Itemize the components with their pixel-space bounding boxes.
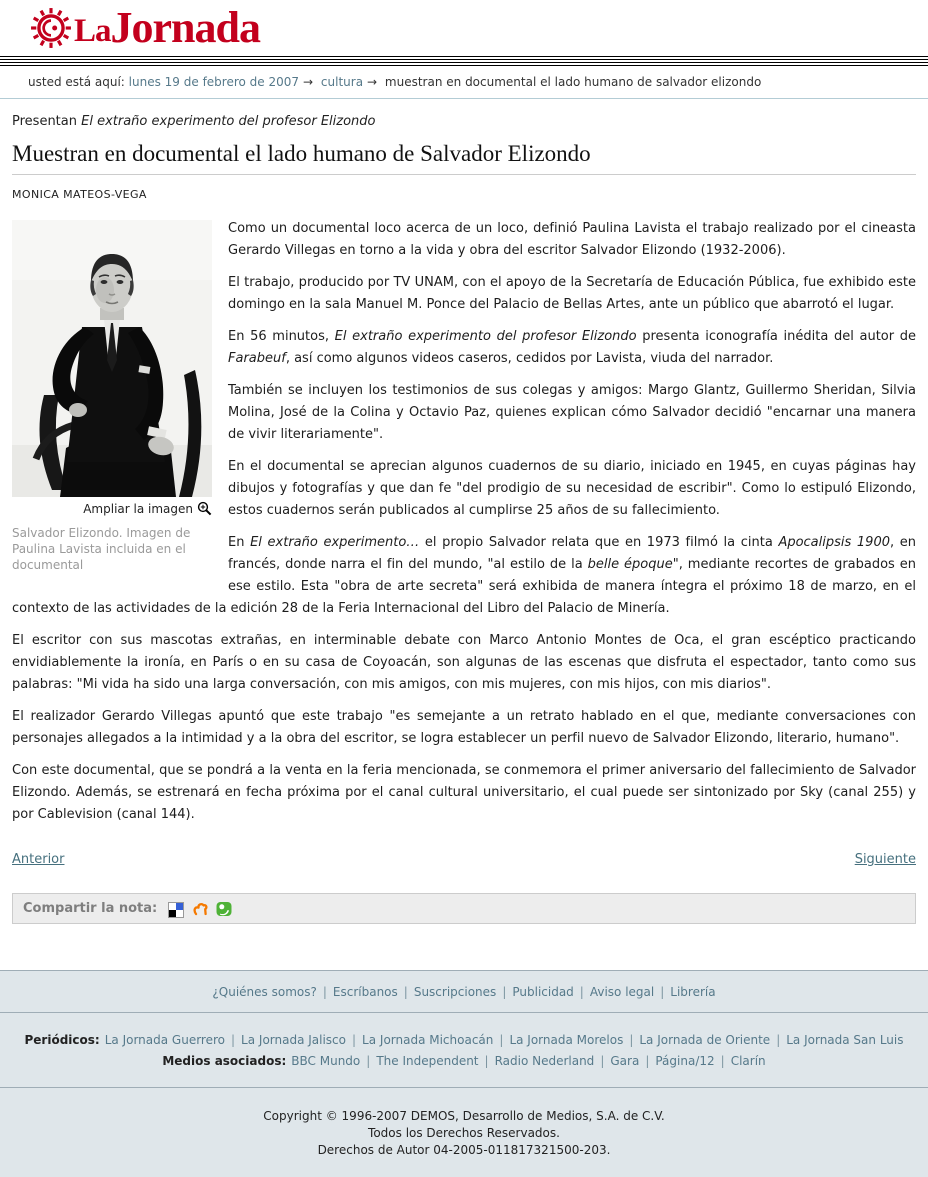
separator: | — [322, 985, 327, 999]
sun-logo-icon — [30, 7, 72, 49]
separator: | — [352, 1033, 357, 1047]
periodico-link[interactable]: La Jornada Michoacán — [362, 1033, 494, 1047]
breadcrumb-link[interactable]: cultura — [317, 75, 364, 89]
medio-link[interactable]: BBC Mundo — [291, 1054, 361, 1068]
separator: | — [502, 985, 507, 999]
delicious-icon[interactable] — [168, 901, 183, 916]
medio-link[interactable]: Clarín — [730, 1054, 766, 1068]
meneame-icon[interactable] — [192, 901, 207, 916]
footer-links — [212, 985, 715, 999]
pagination — [12, 852, 916, 867]
next-link[interactable]: Siguiente — [854, 852, 916, 867]
periodicos-row — [0, 1030, 928, 1051]
footer-link[interactable]: Escríbanos — [332, 985, 398, 999]
medios-links — [291, 1054, 765, 1068]
medio-link[interactable]: Página/12 — [655, 1054, 715, 1068]
article-kicker — [12, 114, 916, 129]
copyright-line: Derechos de Autor 04-2005-011817321500-203. — [317, 1143, 611, 1157]
share-box — [12, 893, 916, 924]
periodicos-label: Periódicos: — [24, 1033, 100, 1047]
footer-link[interactable]: ¿Quiénes somos? — [212, 985, 317, 999]
separator: | — [645, 1054, 650, 1068]
breadcrumb-arrow-icon: → — [367, 75, 378, 89]
article-paragraph: En el documental se aprecian algunos cuadernos de su diario, iniciado en 1945, en cuyas páginas hay dibujos y fotografías y que dan fe "del prodigio de su necesidad de escribir". Como lo estipuló Elizondo, estos cuadernos serán publicados al cumplirse 25 años de su fallecimiento. — [228, 459, 916, 518]
site-footer — [0, 970, 928, 1177]
footer-links-row — [0, 970, 928, 1012]
copyright-line: Copyright © 1996-2007 DEMOS, Desarrollo de Medios, S.A. de C.V. — [263, 1109, 665, 1123]
periodico-link[interactable]: La Jornada San Luis — [786, 1033, 904, 1047]
article-paragraph: El escritor con sus mascotas extrañas, en interminable debate con Marco Antonio Montes de Oca, el gran escéptico practicando envidiablemente la ironía, en París o en su casa de Coyoacán, son algunas de las escenas que disfruta el espectador, tanto como sus palabras: "Mi vida ha sido una larga conversación, con mis amigos, con mis mujeres, con mis hijos, con mis diarios". — [12, 633, 916, 692]
medio-link[interactable]: The Independent — [376, 1054, 479, 1068]
article-paragraph: En 56 minutos, El extraño experimento del profesor Elizondo presenta iconografía inédita del autor de Farabeuf, así como algunos videos caseros, cedidos por Lavista, viuda del narrador. — [228, 329, 916, 366]
footer-link[interactable]: Publicidad — [512, 985, 574, 999]
page-title: Muestran en documental el lado humano de Salvador Elizondo — [12, 141, 916, 175]
separator: | — [660, 985, 665, 999]
article-figure — [12, 220, 212, 573]
separator: | — [720, 1054, 725, 1068]
magnifier-plus-icon — [197, 501, 212, 516]
footer-link[interactable]: Aviso legal — [589, 985, 655, 999]
breadcrumb-link[interactable]: lunes 19 de febrero de 2007 — [128, 75, 300, 89]
article-paragraph: Como un documental loco acerca de un loco, definió Paulina Lavista el trabajo realizado por el cineasta Gerardo Villegas en torno a la vida y obra del escritor Salvador Elizondo (1932-2006). — [228, 221, 916, 258]
image-caption: Salvador Elizondo. Imagen de Paulina Lavista incluida en el documental — [12, 526, 191, 572]
footer-link[interactable]: Suscripciones — [413, 985, 497, 999]
separator: | — [231, 1033, 236, 1047]
site-header — [0, 0, 928, 56]
breadcrumb-prefix: usted está aquí: — [28, 75, 125, 89]
periodico-link[interactable]: La Jornada Guerrero — [104, 1033, 225, 1047]
article-paragraph: El realizador Gerardo Villegas apuntó que este trabajo "es semejante a un retrato hablado en el que, mediante conversaciones con personajes allegados a la intimidad y a la obra del escritor, se logra establecer un perfil nuevo de Salvador Elizondo, literario, humano". — [12, 709, 916, 746]
periodico-link[interactable]: La Jornada de Oriente — [639, 1033, 771, 1047]
separator: | — [600, 1054, 605, 1068]
logo-wordmark: LaJornada — [74, 3, 260, 52]
header-rule-lines — [0, 56, 928, 67]
copyright-line: Todos los Derechos Reservados. — [368, 1126, 560, 1140]
breadcrumb — [0, 67, 928, 99]
periodicos-links — [105, 1033, 904, 1047]
separator: | — [499, 1033, 504, 1047]
share-label: Compartir la nota: — [23, 901, 158, 916]
separator: | — [366, 1054, 371, 1068]
article-paragraph: En El extraño experimento… el propio Salvador relata que en 1973 filmó la cinta Apocalipsis 1900, en francés, donde narra el fin del mundo, "al estilo de la belle époque", mediante recortes de grabados en ese estilo. Esta "obra de arte secreta" será exhibida de manera íntegra el próximo 18 de marzo, en el contexto de las actividades de la edición 28 de la Feria Internacional del Libro del Palacio de Minería. — [12, 535, 916, 616]
technorati-icon[interactable] — [216, 901, 231, 916]
enlarge-image-link[interactable] — [12, 497, 212, 518]
article-paragraph: También se incluyen los testimonios de sus colegas y amigos: Margo Glantz, Guillermo Sheridan, Silvia Molina, José de la Colina y Octavio Paz, quienes explican cómo Salvador decidió "encarnar una manera de vivir literariamente". — [228, 383, 916, 442]
article-paragraph: Con este documental, que se pondrá a la venta en la feria mencionada, se conmemora el primer aniversario del fallecimiento de Salvador Elizondo. Además, se estrenará en fecha próxima por el canal cultural universitario, el cual puede ser sintonizado por Sky (canal 255) y por Cablevision (canal 144). — [12, 763, 916, 822]
medios-label: Medios asociados: — [162, 1054, 287, 1068]
footer-network-row — [0, 1012, 928, 1087]
breadcrumb-items — [129, 75, 762, 89]
kicker-plain: Presentan — [12, 114, 82, 129]
kicker-italic: El extraño experimento del profesor Elizondo — [81, 114, 376, 129]
medio-link[interactable]: Gara — [610, 1054, 640, 1068]
lajornada-logo[interactable] — [30, 3, 928, 52]
medios-row — [0, 1051, 928, 1072]
salvador-elizondo-photo[interactable] — [12, 220, 212, 497]
periodico-link[interactable]: La Jornada Jalisco — [241, 1033, 346, 1047]
footer-link[interactable]: Librería — [670, 985, 716, 999]
separator: | — [776, 1033, 781, 1047]
separator: | — [629, 1033, 634, 1047]
copyright-row — [0, 1087, 928, 1177]
article-paragraph: El trabajo, producido por TV UNAM, con el apoyo de la Secretaría de Educación Pública, fue exhibido este domingo en la sala Manuel M. Ponce del Palacio de Bellas Artes, ante un público que abarrotó el lugar. — [228, 275, 916, 312]
periodico-link[interactable]: La Jornada Morelos — [509, 1033, 624, 1047]
medio-link[interactable]: Radio Nederland — [494, 1054, 595, 1068]
breadcrumb-arrow-icon: → — [303, 75, 314, 89]
article-body — [12, 218, 916, 924]
article-author: MONICA MATEOS-VEGA — [12, 188, 147, 201]
separator: | — [579, 985, 584, 999]
separator: | — [403, 985, 408, 999]
enlarge-image-label: Ampliar la imagen — [83, 501, 193, 516]
previous-link[interactable]: Anterior — [12, 852, 65, 867]
breadcrumb-current: muestran en documental el lado humano de salvador elizondo — [381, 75, 762, 89]
separator: | — [484, 1054, 489, 1068]
article-page — [0, 99, 928, 924]
